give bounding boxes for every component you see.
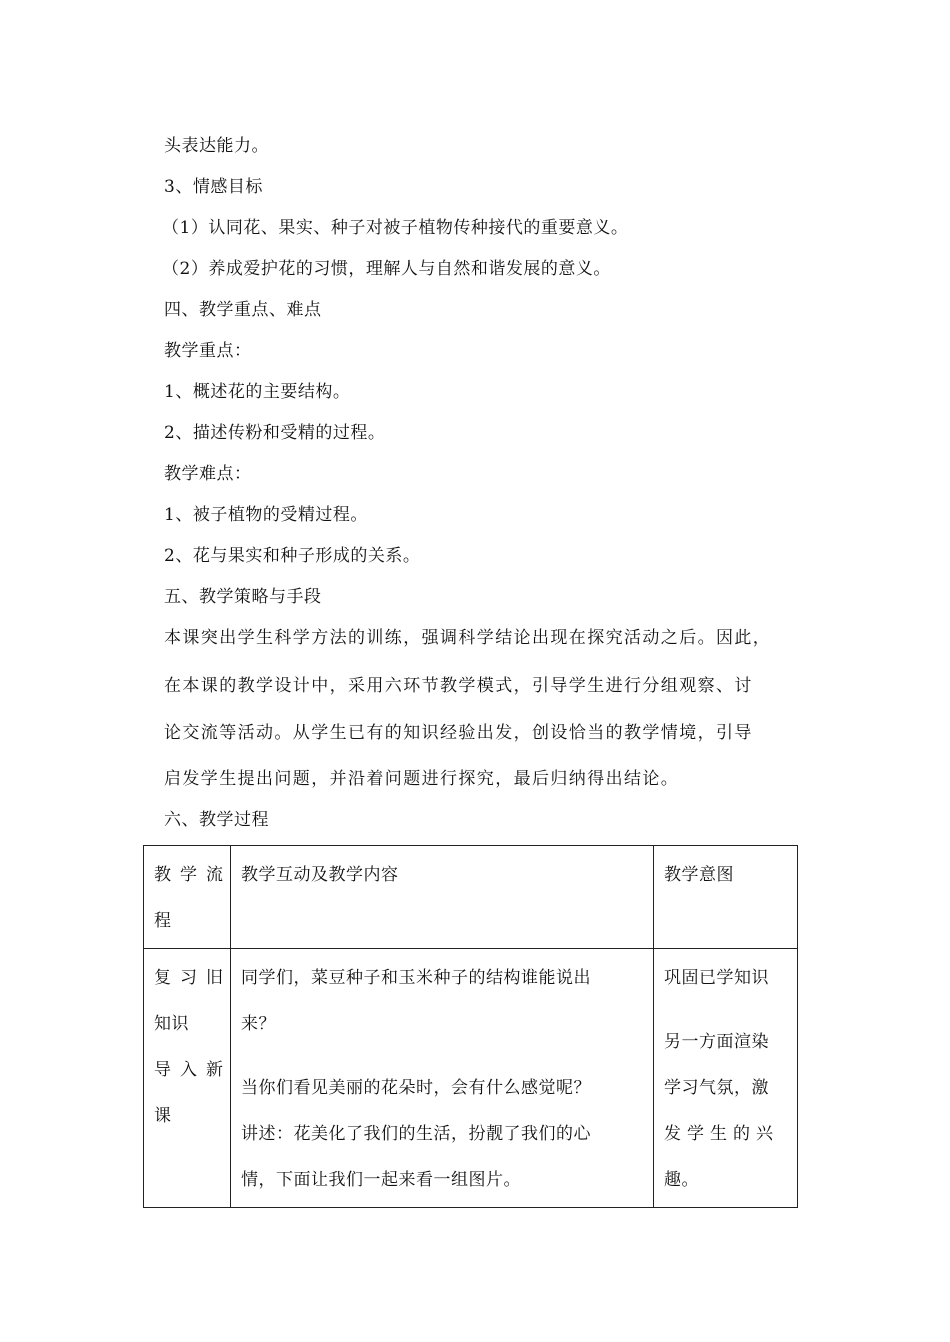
text-line: 头表达能力。 (164, 136, 269, 156)
list-item: （1）认同花、果实、种子对被子植物传种接代的重要意义。 (162, 218, 629, 238)
list-item: 2、描述传粉和受精的过程。 (164, 423, 386, 443)
section-heading-key-points: 四、教学重点、难点 (164, 300, 322, 320)
header-content-cell: 教学互动及教学内容 (231, 846, 654, 949)
intent-cell: 巩固已学知识 另一方面渲染 学习气氛，激 发学生的兴 趣。 (654, 949, 798, 1208)
paragraph-line: 启发学生提出问题，并沿着问题进行探究，最后归纳得出结论。 (164, 769, 680, 789)
teaching-process-table (143, 845, 798, 1208)
table-header-row (144, 846, 798, 949)
table-row (144, 949, 798, 1208)
section-heading-process: 六、教学过程 (164, 810, 269, 830)
content-cell: 同学们，菜豆种子和玉米种子的结构谁能说出 来？ 当你们看见美丽的花朵时，会有什么感觉呢？ 讲述：花美化了我们的生活，扮靓了我们的心 情，下面让我们一起来看一组图片。 (231, 949, 654, 1208)
paragraph-line: 本课突出学生科学方法的训练，强调科学结论出现在探究活动之后。因此， (164, 628, 772, 648)
list-item: 2、花与果实和种子形成的关系。 (164, 546, 421, 566)
list-item: （2）养成爱护花的习惯，理解人与自然和谐发展的意义。 (162, 259, 611, 279)
list-item: 1、概述花的主要结构。 (164, 382, 351, 402)
section-heading-strategy: 五、教学策略与手段 (164, 587, 322, 607)
header-intent-cell: 教学意图 (654, 846, 798, 949)
subheading-key-points: 教学重点： (164, 341, 252, 361)
header-flow-cell: 教学流 程 (144, 846, 231, 949)
subheading-emotion-goals: 3、情感目标 (164, 177, 263, 197)
paragraph-line: 在本课的教学设计中，采用六环节教学模式，引导学生进行分组观察、讨 (164, 676, 753, 696)
paragraph-line: 论交流等活动。从学生已有的知识经验出发，创设恰当的教学情境，引导 (164, 723, 753, 743)
flow-cell: 复习旧 知识 导入新 课 (144, 949, 231, 1208)
subheading-difficulties: 教学难点： (164, 464, 252, 484)
list-item: 1、被子植物的受精过程。 (164, 505, 368, 525)
